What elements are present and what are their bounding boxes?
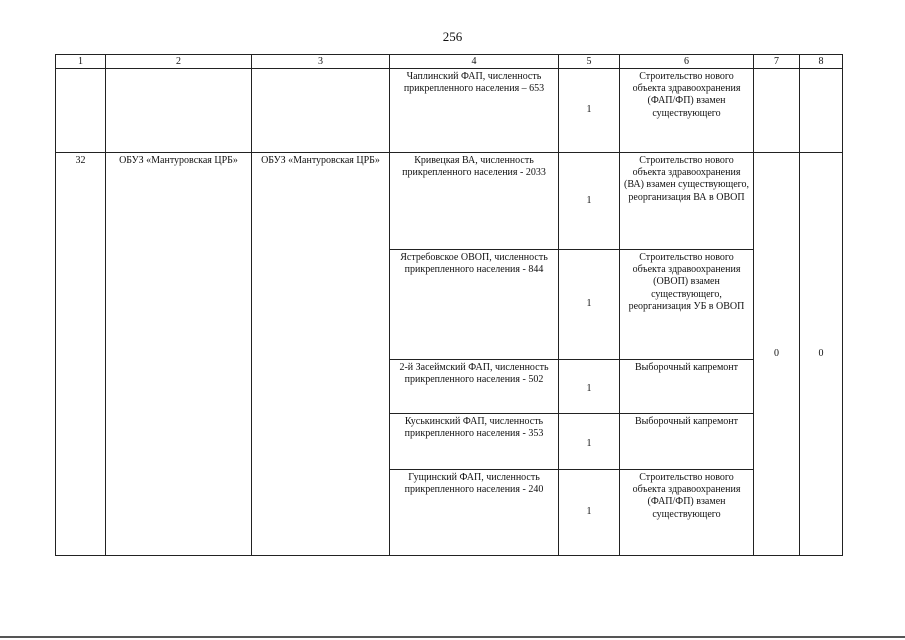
header-col-3: 3 <box>252 55 390 69</box>
cell-facility: Кривецкая ВА, численность прикрепленного населения - 2033 <box>390 153 559 250</box>
cell-number: 32 <box>56 153 106 556</box>
facilities-table <box>55 54 843 556</box>
table-row <box>56 69 843 153</box>
header-col-6: 6 <box>620 55 754 69</box>
cell-quantity: 1 <box>559 414 620 470</box>
header-col-8: 8 <box>800 55 843 69</box>
header-col-2: 2 <box>106 55 252 69</box>
table-row <box>56 153 843 250</box>
cell-measure: Строительство нового объекта здравоохранения (ФАП/ФП) взамен существующего <box>620 470 754 556</box>
cell-quantity: 1 <box>559 250 620 360</box>
cell-quantity: 1 <box>559 470 620 556</box>
cell-quantity: 1 <box>559 360 620 414</box>
cell-customer <box>252 69 390 153</box>
cell-customer: ОБУЗ «Мантуровская ЦРБ» <box>252 153 390 556</box>
page-bottom-edge <box>0 636 905 638</box>
header-col-1: 1 <box>56 55 106 69</box>
cell-col7 <box>754 69 800 153</box>
cell-measure: Строительство нового объекта здравоохранения (ОВОП) взамен существующего, реорганизация УБ в ОВОП <box>620 250 754 360</box>
cell-quantity: 1 <box>559 69 620 153</box>
cell-measure: Выборочный капремонт <box>620 360 754 414</box>
cell-facility: Ястребовское ОВОП, численность прикрепленного населения - 844 <box>390 250 559 360</box>
header-col-5: 5 <box>559 55 620 69</box>
cell-measure: Выборочный капремонт <box>620 414 754 470</box>
cell-number <box>56 69 106 153</box>
cell-col8 <box>800 69 843 153</box>
cell-facility: Чаплинский ФАП, численность прикрепленного населения – 653 <box>390 69 559 153</box>
cell-facility: Гущинский ФАП, численность прикрепленного населения - 240 <box>390 470 559 556</box>
header-row <box>56 55 843 69</box>
cell-organization: ОБУЗ «Мантуровская ЦРБ» <box>106 153 252 556</box>
cell-col7: 0 <box>754 153 800 556</box>
cell-col8: 0 <box>800 153 843 556</box>
cell-measure: Строительство нового объекта здравоохранения (ФАП/ФП) взамен существующего <box>620 69 754 153</box>
cell-organization <box>106 69 252 153</box>
page-number: 256 <box>442 29 463 44</box>
cell-quantity: 1 <box>559 153 620 250</box>
header-col-7: 7 <box>754 55 800 69</box>
cell-facility: Куськинский ФАП, численность прикрепленного населения - 353 <box>390 414 559 470</box>
cell-measure: Строительство нового объекта здравоохранения (ВА) взамен существующего, реорганизация ВА в ОВОП <box>620 153 754 250</box>
header-col-4: 4 <box>390 55 559 69</box>
cell-facility: 2-й Засеймский ФАП, численность прикрепленного населения - 502 <box>390 360 559 414</box>
